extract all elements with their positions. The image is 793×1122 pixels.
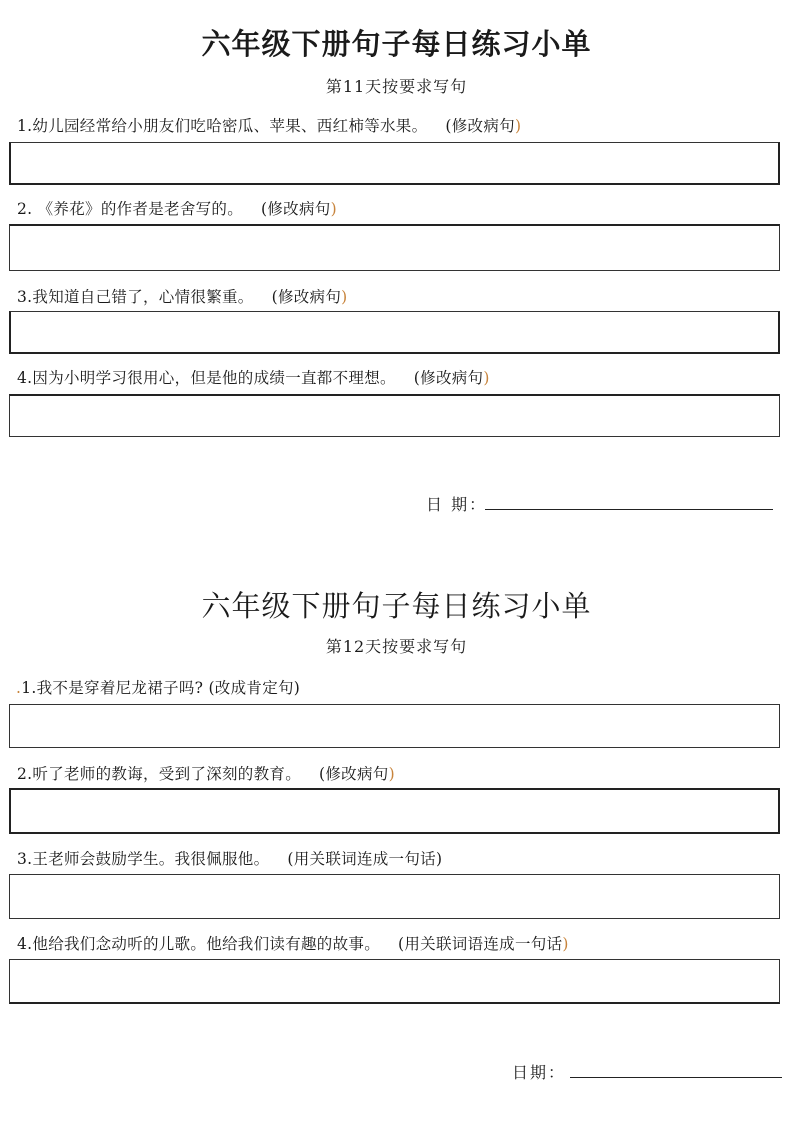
question-instruction: (修改病句 (445, 117, 515, 135)
question-instruction: (用关联词语连成一句话 (398, 935, 563, 953)
sheet2-date-label: 日期： (512, 1063, 567, 1082)
sheet2-question-1 (16, 676, 300, 698)
sheet2-answer-box-2[interactable] (9, 788, 780, 834)
sheet1-answer-box-4[interactable] (9, 394, 780, 437)
sheet1-title: 六年级下册句子每日练习小单 (201, 27, 592, 61)
question-instruction-close: ) (341, 288, 348, 306)
question-instruction-close: ) (388, 765, 395, 783)
sheet2-question-4 (17, 932, 569, 954)
question-text: 2. 《养花》的作者是老舍写的。 (17, 200, 244, 218)
sheet1-question-3 (17, 285, 348, 307)
question-instruction: (用关联词连成一句话) (287, 850, 443, 868)
sheet1-date-line[interactable] (485, 509, 773, 510)
question-instruction-close: ) (330, 200, 337, 218)
sheet2-answer-box-4[interactable] (9, 959, 780, 1004)
question-text: 4.他给我们念动听的儿歌。他给我们读有趣的故事。 (17, 935, 380, 953)
sheet2-question-3 (17, 847, 442, 869)
sheet2-answer-box-3[interactable] (9, 874, 780, 919)
sheet1-date-label: 日 期： (426, 495, 488, 514)
question-instruction-close: ) (562, 935, 569, 953)
sheet2-subtitle: 第12天按要求写句 (325, 637, 468, 656)
question-instruction: (修改病句 (261, 200, 331, 218)
question-prefix: . (16, 679, 22, 697)
sheet1-answer-box-2[interactable] (9, 224, 780, 271)
sheet1-answer-box-1[interactable] (9, 142, 780, 185)
question-instruction: (修改病句 (271, 288, 342, 306)
sheet1-answer-box-3[interactable] (9, 311, 780, 354)
sheet1-question-1 (17, 114, 521, 136)
sheet1-question-2 (17, 197, 337, 219)
question-text: 2.听了老师的教诲，受到了深刻的教育。 (17, 765, 301, 783)
question-text: 4.因为小明学习很用心，但是他的成绩一直都不理想。 (17, 369, 396, 387)
sheet1-question-4 (17, 366, 490, 388)
question-instruction: (修改病句 (413, 369, 484, 387)
question-text: 1.幼儿园经常给小朋友们吃哈密瓜、苹果、西红柿等水果。 (17, 117, 428, 135)
question-instruction-close: ) (483, 369, 490, 387)
question-text: 3.我知道自己错了，心情很繁重。 (17, 288, 254, 306)
question-text: 1.我不是穿着尼龙裙子吗? (改成肯定句) (21, 679, 301, 697)
sheet2-title: 六年级下册句子每日练习小单 (201, 589, 592, 623)
sheet2-date-line[interactable] (570, 1077, 782, 1078)
sheet1-subtitle: 第11天按要求写句 (325, 77, 468, 96)
question-instruction-close: ) (514, 117, 522, 135)
sheet2-answer-box-1[interactable] (9, 704, 780, 748)
question-instruction: (修改病句 (319, 765, 389, 783)
question-text: 3.王老师会鼓励学生。我很佩服他。 (17, 850, 270, 868)
sheet2-question-2 (17, 762, 395, 784)
